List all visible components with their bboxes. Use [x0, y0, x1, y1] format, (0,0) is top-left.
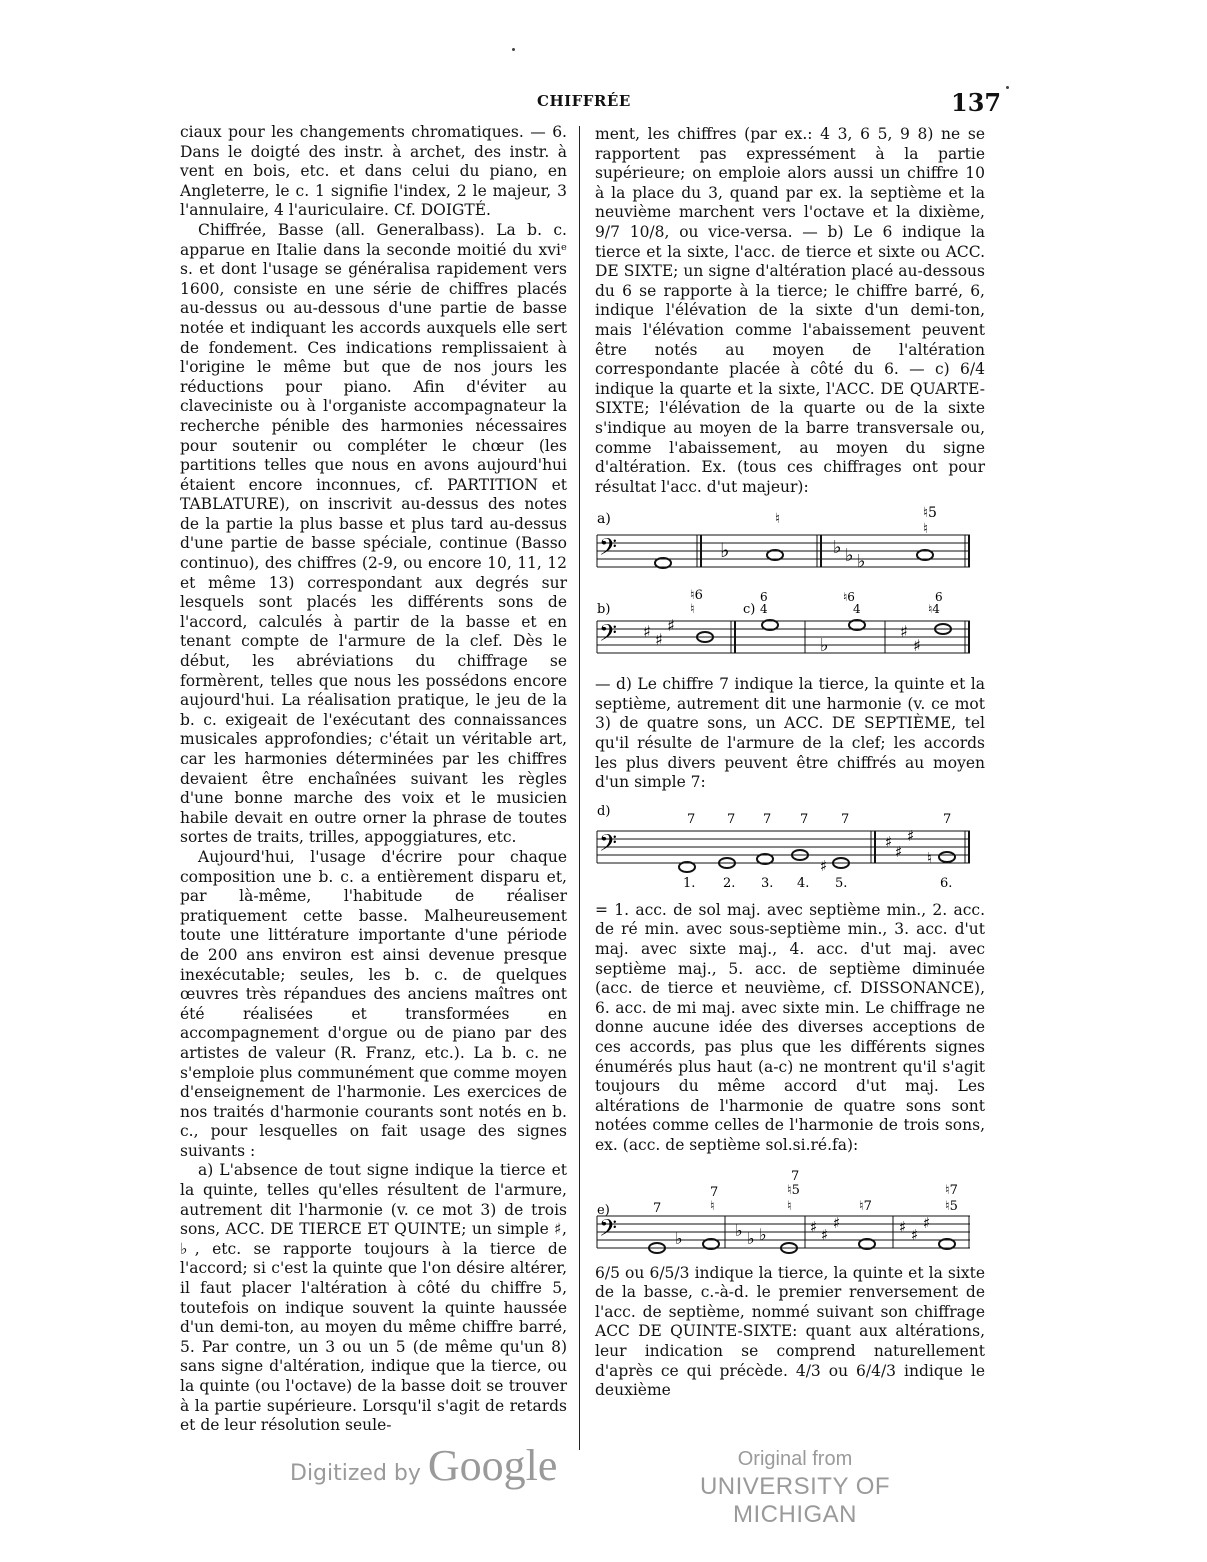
svg-text:7: 7	[710, 1184, 719, 1200]
svg-text:𝄢: 𝄢	[599, 828, 618, 862]
label-d: d)	[597, 803, 611, 819]
svg-text:♯: ♯	[833, 1213, 841, 1232]
music-example-d	[595, 801, 985, 891]
page-number: 137	[951, 88, 1002, 117]
speck	[1006, 86, 1009, 89]
speck	[512, 48, 515, 51]
header-title: CHIFFRÉE	[537, 92, 631, 110]
svg-text:♮: ♮	[690, 602, 695, 618]
svg-text:♯: ♯	[899, 1217, 907, 1236]
label-b: b)	[597, 602, 611, 618]
original-from-watermark: Original from UNIVERSITY OF MICHIGAN	[699, 1448, 891, 1528]
svg-text:♯: ♯	[667, 616, 675, 636]
svg-text:♮7: ♮7	[945, 1182, 958, 1198]
svg-text:7: 7	[763, 811, 772, 827]
svg-text:4.: 4.	[797, 875, 810, 891]
svg-text:♯: ♯	[913, 636, 921, 656]
svg-text:♮6: ♮6	[690, 588, 703, 604]
svg-text:6: 6	[760, 590, 768, 605]
svg-text:♮: ♮	[927, 848, 933, 867]
svg-text:♮6: ♮6	[843, 590, 855, 605]
svg-text:♯: ♯	[643, 622, 651, 642]
svg-text:𝄢: 𝄢	[599, 1213, 618, 1247]
svg-text:♭: ♭	[820, 635, 829, 657]
svg-text:6.: 6.	[940, 875, 953, 891]
paragraph: ciaux pour les changements chromatiques. — 6. Dans le doigté des instr. à archet, des instr. à vent en bois, etc. et dans celui du piano, en Angleterre, le c. 1 signifie l'index, 2 le majeur, 3 l'annulaire, 4 l'auriculaire. Cf. DOIGTÉ.	[180, 123, 567, 220]
left-column	[180, 123, 567, 1436]
svg-text:♯: ♯	[907, 826, 915, 845]
music-example-a	[595, 505, 985, 575]
svg-text:♮7: ♮7	[859, 1198, 872, 1214]
figure: ♮5	[923, 505, 937, 522]
svg-text:♯: ♯	[895, 842, 903, 861]
svg-text:♯: ♯	[810, 1217, 818, 1236]
column-divider	[579, 126, 580, 1450]
svg-text:♭: ♭	[845, 545, 854, 567]
svg-text:7: 7	[943, 811, 952, 827]
svg-text:♭: ♭	[747, 1228, 755, 1248]
svg-text:7: 7	[653, 1200, 662, 1216]
label-a: a)	[597, 511, 611, 528]
svg-text:♭: ♭	[857, 551, 866, 573]
svg-text:4: 4	[853, 602, 861, 617]
svg-text:♯: ♯	[821, 1225, 829, 1244]
svg-text:♮: ♮	[787, 1198, 792, 1214]
svg-text:♭: ♭	[833, 537, 842, 559]
paragraph: 6/5 ou 6/5/3 indique la tierce, la quinte et la sixte de la basse, c.-à-d. le premier renversement de l'acc. de septième, nommé suivant son chiffrage ACC DE QUINTE-SIXTE: quant aux altérations, leur indication se comprend naturellement d'après ce qui précède. 4/3 ou 6/4/3 indique le deuxième	[595, 1263, 985, 1400]
svg-text:7: 7	[841, 811, 850, 827]
svg-text:7: 7	[800, 811, 809, 827]
svg-text:♯: ♯	[900, 622, 908, 642]
svg-text:♯: ♯	[911, 1225, 919, 1244]
svg-text:♯: ♯	[923, 1213, 931, 1232]
svg-text:3.: 3.	[761, 875, 774, 891]
paragraph: Aujourd'hui, l'usage d'écrire pour chaque composition une b. c. a entièrement disparu et, par là-même, l'habitude de réaliser pratiquement cette basse. Malheureusement toute une littérature importante d'une période de 200 ans environ est ainsi devenue presque inexécutable; seules, les b. c. de quelques œuvres très répandues des anciens maîtres ont été réalisées et transformées en accompagnement d'orgue ou de piano par des artistes de valeur (R. Franz, etc.). La b. c. ne s'emploie plus communément que comme moyen d'enseignement de l'harmonie. Les exercices de nos traités d'harmonie courants sont notés en b. c., pour lesquelles on fait usage des signes suivants :	[180, 847, 567, 1160]
figure: ♮	[923, 521, 929, 538]
digitized-by-google-watermark: Digitized by Google	[290, 1441, 558, 1490]
svg-text:♮4: ♮4	[928, 602, 940, 617]
svg-text:7: 7	[727, 811, 736, 827]
label-c: c)	[743, 602, 756, 618]
svg-text:♮: ♮	[710, 1198, 715, 1214]
svg-text:4: 4	[760, 602, 768, 617]
svg-text:♮5: ♮5	[787, 1182, 800, 1198]
bass-clef-icon: 𝄢	[599, 533, 618, 567]
svg-text:5.: 5.	[835, 875, 848, 891]
svg-text:6: 6	[935, 590, 943, 605]
right-column	[595, 125, 985, 1401]
svg-text:7: 7	[687, 811, 696, 827]
label-e: e)	[597, 1202, 610, 1218]
svg-text:1.: 1.	[683, 875, 696, 891]
figure: ♮	[775, 511, 781, 528]
svg-text:2.: 2.	[723, 875, 736, 891]
flat-icon: ♭	[720, 538, 730, 563]
svg-text:♯: ♯	[885, 832, 893, 851]
svg-text:♯: ♯	[820, 856, 828, 875]
paragraph: ment, les chiffres (par ex.: 4 3, 6 5, 9 8) ne se rapportent pas expressément à la partie supérieure; on emploie alors aussi un chiffre 10 à la place du 3, quand par ex. la septième et la neuvième marchent vers l'octave et la dixième, 9/7 10/8, ou vice-versa. — b) Le 6 indique la tierce et la sixte, l'acc. de tierce et sixte ou ACC. DE SIXTE; un signe d'altération placé au-dessous du 6 se rapporte à la tierce; le chiffre barré, 6, indique l'élévation de la sixte d'un demi-ton, mais l'élévation comme l'abaissement peuvent être notés au moyen de l'altération correspondante placée à côté du 6. — c) 6/4 indique la quarte et la sixte, l'ACC. DE QUARTE-SIXTE; l'élévation de la quarte ou de la sixte s'indique au moyen de la barre transversale ou, comme l'abaissement, au moyen du signe d'altération. Ex. (tous ces chiffrages ont pour résultat l'acc. d'ut majeur):	[595, 125, 985, 496]
paragraph-chiffree: Chiffrée, Basse (all. Generalbass). La b. c. apparue en Italie dans la seconde moitié du xviᵉ s. et dont l'usage se généralisa rapidement vers 1600, consiste en une série de chiffres placés au-dessus ou au-dessous d'une partie de basse notée et indiquant les accords auxquels elle sert de fondement. Ces indications remplissaient à l'origine le même but que de nos jours les réductions pour piano. Afin d'éviter au claveciniste ou à l'organiste accompagnateur la recherche pénible des harmonies nécessaires pour soutenir ou compléter le chœur (les partitions telles que nous en avons aujourd'hui étaient encore inconnues, cf. PARTITION et TABLATURE), on inscrivit au-dessus des notes de la partie la plus basse et plus tard au-dessus d'une partie de basse spéciale, continue (Basso continuo), des chiffres (2-9, ou encore 10, 11, 12 et même 13) correspondant aux degrés sur lesquels sont placés les différents sons de l'accord, calculés à partir de la basse et en tenant compte de l'armure de la clef. Dès le début, les abréviations du chiffrage se formèrent, telles que nous les possédons encore aujourd'hui. La réalisation pratique, le jeu de la b. c. exigeait de l'exécutant des connaissances musicales approfondies; c'était un véritable art, car les harmonies déterminées par les chiffres devaient être enchaînées suivant les règles d'une bonne marche des voix et le musicien habile devait en outre orner la phrase de toutes sortes de traits, trilles, appoggiatures, etc.	[180, 220, 567, 847]
music-example-e	[595, 1164, 985, 1254]
svg-text:♭: ♭	[735, 1220, 743, 1240]
paragraph: = 1. acc. de sol maj. avec septième min., 2. acc. de ré min. avec sous-septième min., 3. acc. d'ut maj. avec sixte maj., 4. acc. d'ut maj. avec septième maj., 5. acc. de septième diminuée (acc. de tierce et neuvième, cf. DISSONANCE), 6. acc. de mi maj. avec sixte min. Le chiffrage ne donne aucune idée des diverses acceptions de ces accords, pas plus que les différents signes énumérés plus haut (a-c) ne montrent qu'il s'agit toujours du même accord d'ut maj. Les altérations de l'harmonie de quatre sons sont notées comme celles de l'harmonie de trois sons, ex. (acc. de septième sol.si.ré.fa):	[595, 900, 985, 1154]
music-example-b-c	[595, 585, 985, 665]
svg-text:♭: ♭	[759, 1224, 767, 1244]
svg-text:𝄢: 𝄢	[599, 619, 618, 653]
paragraph: — d) Le chiffre 7 indique la tierce, la quinte et la septième, autrement dit une harmonie (v. ce mot 3) de quatre sons, un ACC. DE SEPTIÈME, tel qu'il résulte de l'armure de la clef; les accords les plus divers peuvent être chiffrés au moyen d'un simple 7:	[595, 675, 985, 792]
svg-text:7: 7	[791, 1168, 800, 1184]
svg-text:♮5: ♮5	[945, 1198, 958, 1214]
svg-text:♭: ♭	[675, 1228, 683, 1248]
paragraph: a) L'absence de tout signe indique la tierce et la quinte, telles qu'elles résultent de l'armure, autrement dit l'harmonie (v. ce mot 3) de trois sons, ACC. DE TIERCE ET QUINTE; un simple ♯, ♭, etc. se rapporte toujours à la tierce de l'accord; si c'est la quinte que l'on désire altérer, il faut placer l'altération à côté du chiffre 5, toutefois on indique souvent la quinte haussée d'un demi-ton, au moyen du même chiffre barré, 5. Par contre, un 3 ou un 5 (de même qu'un 8) sans signe d'altération, indique que la tierce, ou la quinte (ou l'octave) de la basse doit se trouver à la partie supérieure. Lorsqu'il s'agit de retards et de leur résolution seule-	[180, 1161, 567, 1435]
svg-text:♯: ♯	[655, 630, 663, 650]
